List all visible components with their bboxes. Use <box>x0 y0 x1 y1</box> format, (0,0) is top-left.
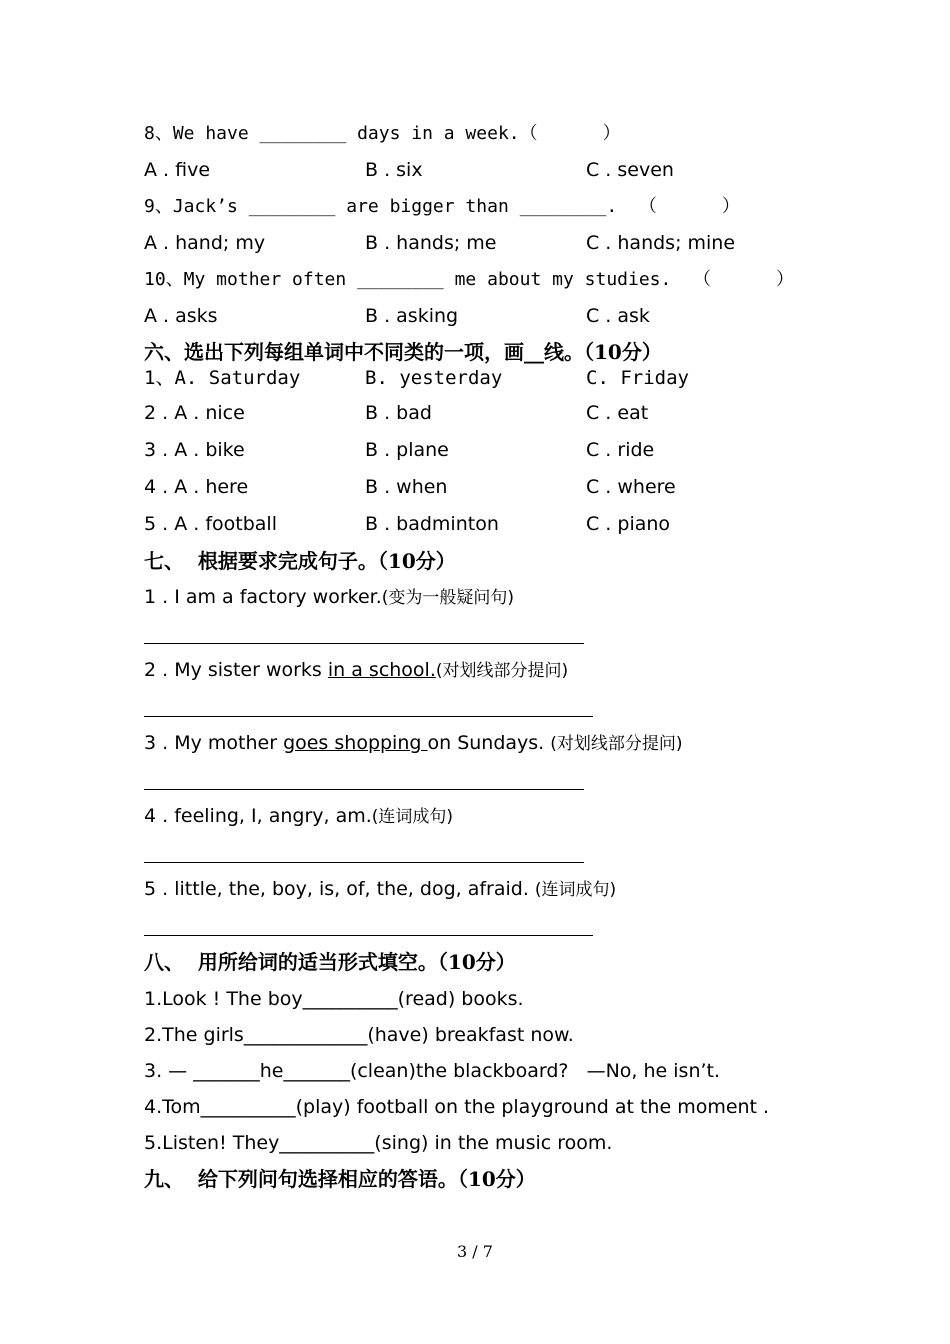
s6-row2-c: C . eat <box>586 402 649 424</box>
s6-row2-b: B . bad <box>365 402 432 424</box>
s8-item3: 3. — _______he_______(clean)the blackboard? —No, he isn’t. <box>144 1060 721 1082</box>
s7-answer-line-3[interactable] <box>144 789 584 790</box>
page-number: 3 / 7 <box>457 1242 493 1261</box>
s6-row5-a: 5 . A . football <box>144 513 277 535</box>
q8-option-c: C . seven <box>586 159 674 181</box>
section6-title: 六、选出下列每组单词中不同类的一项，画__线。（10分） <box>144 340 662 364</box>
q9-option-b: B . hands; me <box>365 232 497 254</box>
q10-option-b: B . asking <box>365 305 459 327</box>
s8-item2: 2.The girls_____________(have) breakfast now. <box>144 1024 574 1046</box>
s7-answer-line-5[interactable] <box>144 935 593 936</box>
q9-option-c: C . hands; mine <box>586 232 736 254</box>
s7-item1: 1 . I am a factory worker.(变为一般疑问句) <box>144 586 515 608</box>
s6-row2-a: 2 . A . nice <box>144 402 245 424</box>
s6-row1-a: 1、A. Saturday <box>144 367 301 389</box>
s8-item4: 4.Tom__________(play) football on the playground at the moment . <box>144 1096 770 1118</box>
q9-stem: 9、Jack’s ________ are bigger than ________. （ ） <box>144 196 740 217</box>
s6-row1-c: C. Friday <box>586 367 689 389</box>
q10-option-a: A . asks <box>144 305 218 327</box>
s8-item1: 1.Look ! The boy__________(read) books. <box>144 988 524 1010</box>
s6-row3-b: B . plane <box>365 439 449 461</box>
q8-option-a: A . five <box>144 159 211 181</box>
q8-stem: 8、We have ________ days in a week.（ ） <box>144 123 621 144</box>
section8-title: 八、 用所给词的适当形式填空。（10分） <box>144 950 516 974</box>
s6-row3-a: 3 . A . bike <box>144 439 245 461</box>
q9-option-a: A . hand; my <box>144 232 266 254</box>
s6-row4-c: C . where <box>586 476 676 498</box>
s7-item3: 3 . My mother goes shopping on Sundays. (对划线部分提问) <box>144 732 683 754</box>
s6-row5-b: B . badminton <box>365 513 499 535</box>
q10-option-c: C . ask <box>586 305 650 327</box>
q8-option-b: B . six <box>365 159 423 181</box>
s6-row1-b: B. yesterday <box>365 367 503 389</box>
q10-stem: 10、My mother often ________ me about my studies. （ ） <box>144 269 795 290</box>
s7-answer-line-1[interactable] <box>144 643 584 644</box>
s7-item2: 2 . My sister works in a school.(对划线部分提问) <box>144 659 569 681</box>
section9-title: 九、 给下列问句选择相应的答语。（10分） <box>144 1167 536 1191</box>
section7-title: 七、 根据要求完成句子。（10分） <box>144 549 456 573</box>
s6-row3-c: C . ride <box>586 439 655 461</box>
s6-row4-b: B . when <box>365 476 448 498</box>
s8-item5: 5.Listen! They__________(sing) in the music room. <box>144 1132 613 1154</box>
s6-row4-a: 4 . A . here <box>144 476 249 498</box>
s7-item4: 4 . feeling, I, angry, am.(连词成句) <box>144 805 454 827</box>
s7-answer-line-2[interactable] <box>144 716 593 717</box>
s7-item5: 5 . little, the, boy, is, of, the, dog, afraid. (连词成句) <box>144 878 617 900</box>
s7-answer-line-4[interactable] <box>144 862 584 863</box>
s6-row5-c: C . piano <box>586 513 671 535</box>
